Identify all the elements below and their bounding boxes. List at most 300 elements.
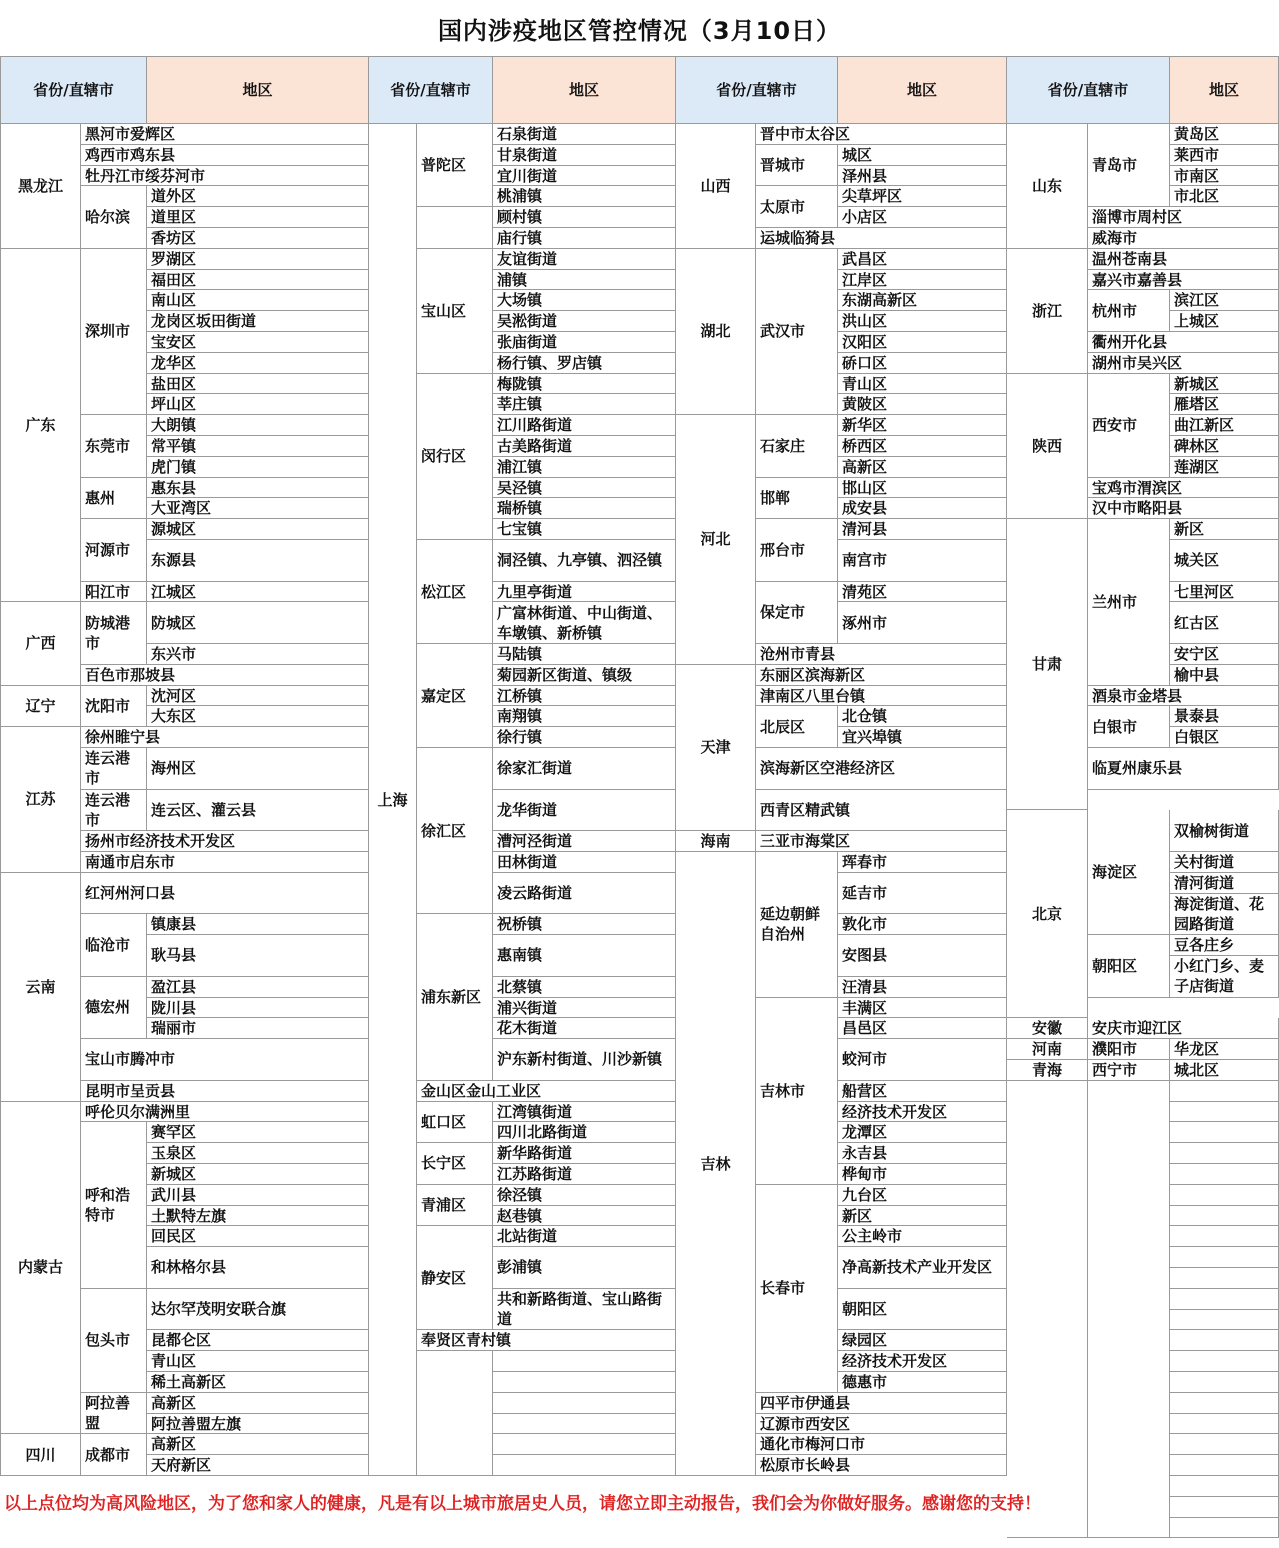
area-cell: 镇康县 <box>147 914 369 935</box>
city-cell: 武汉市 <box>756 249 838 415</box>
area-cell <box>1170 1081 1279 1102</box>
area-cell: 七宝镇 <box>493 519 676 540</box>
area-cell: 罗湖区 <box>147 249 369 270</box>
city-cell: 嘉兴市嘉善县 <box>1088 270 1279 291</box>
area-cell: 陇川县 <box>147 998 369 1019</box>
city-cell: 徐汇区 <box>417 748 493 914</box>
area-cell <box>1170 1268 1279 1289</box>
area-cell: 永吉县 <box>838 1143 1007 1164</box>
province-cell: 天津 <box>676 665 756 831</box>
area-cell: 土默特左旗 <box>147 1206 369 1227</box>
area-cell: 赛罕区 <box>147 1122 369 1143</box>
city-cell: 晋中市太谷区 <box>756 124 1007 145</box>
province-cell: 河北 <box>676 415 756 665</box>
city-cell: 宝鸡市渭滨区 <box>1088 478 1279 499</box>
area-cell: 高新区 <box>147 1434 369 1455</box>
area-cell: 清苑区 <box>838 582 1007 603</box>
city-cell: 石家庄 <box>756 415 838 477</box>
city-cell: 徐州睢宁县 <box>81 727 369 748</box>
area-cell <box>493 1393 676 1414</box>
area-cell: 彭浦镇 <box>493 1247 676 1289</box>
province-cell: 浙江 <box>1007 249 1088 374</box>
city-cell: 扬州市经济技术开发区 <box>81 831 369 852</box>
city-cell: 金山区金山工业区 <box>417 1081 676 1102</box>
city-cell: 嘉定区 <box>417 644 493 748</box>
city-cell: 河源市 <box>81 519 147 581</box>
area-cell: 洞泾镇、九亭镇、泗泾镇 <box>493 540 676 582</box>
area-cell <box>1170 1518 1279 1539</box>
area-cell: 硚口区 <box>838 353 1007 374</box>
area-cell: 华龙区 <box>1170 1039 1279 1060</box>
city-cell: 宝山市腾冲市 <box>81 1039 369 1081</box>
area-cell: 清河县 <box>838 519 1007 540</box>
area-cell: 青山区 <box>838 374 1007 395</box>
area-cell <box>1170 1372 1279 1393</box>
area-cell: 北仓镇 <box>838 706 1007 727</box>
area-cell: 玉泉区 <box>147 1143 369 1164</box>
city-cell: 晋城市 <box>756 145 838 187</box>
area-cell: 阿拉善盟左旗 <box>147 1414 369 1435</box>
area-cell: 虎门镇 <box>147 457 369 478</box>
city-cell: 连云港市 <box>81 748 147 790</box>
city-cell: 延边朝鲜自治州 <box>756 852 838 998</box>
area-cell: 龙华街道 <box>493 790 676 832</box>
area-cell: 南山区 <box>147 290 369 311</box>
area-cell: 宝安区 <box>147 332 369 353</box>
city-cell: 海淀区 <box>1088 810 1170 935</box>
area-cell: 黄陂区 <box>838 394 1007 415</box>
area-cell: 田林街道 <box>493 852 676 873</box>
area-cell: 徐行镇 <box>493 727 676 748</box>
area-cell: 盐田区 <box>147 374 369 395</box>
area-cell: 城北区 <box>1170 1060 1279 1081</box>
area-cell <box>1170 1206 1279 1227</box>
area-cell: 安宁区 <box>1170 644 1279 665</box>
area-cell: 祝桥镇 <box>493 914 676 935</box>
area-cell: 九台区 <box>838 1185 1007 1206</box>
area-cell: 洪山区 <box>838 311 1007 332</box>
area-cell: 黄岛区 <box>1170 124 1279 145</box>
city-cell: 鸡西市鸡东县 <box>81 145 369 166</box>
area-cell: 泽州县 <box>838 166 1007 187</box>
area-cell: 达尔罕茂明安联合旗 <box>147 1289 369 1331</box>
city-cell: 安庆市迎江区 <box>1088 1018 1279 1039</box>
area-cell <box>493 1434 676 1455</box>
area-cell: 宜川街道 <box>493 166 676 187</box>
area-cell: 大场镇 <box>493 290 676 311</box>
province-cell: 辽宁 <box>0 686 81 728</box>
city-cell: 深圳市 <box>81 249 147 415</box>
area-cell: 邯山区 <box>838 478 1007 499</box>
city-cell: 杭州市 <box>1088 290 1170 332</box>
city-cell: 闵行区 <box>417 374 493 540</box>
city-cell: 酒泉市金塔县 <box>1088 686 1279 707</box>
area-cell <box>493 1414 676 1435</box>
city-cell: 连云港市 <box>81 790 147 832</box>
city-cell: 三亚市海棠区 <box>756 831 1007 852</box>
city-cell: 哈尔滨 <box>81 186 147 248</box>
city-cell: 南通市启东市 <box>81 852 369 873</box>
city-cell: 成都市 <box>81 1434 147 1476</box>
header-province: 省份/直辖市 <box>676 56 838 124</box>
area-cell: 珲春市 <box>838 852 1007 873</box>
area-cell <box>1170 1330 1279 1351</box>
province-cell: 吉林 <box>676 852 756 1476</box>
area-cell: 海州区 <box>147 748 369 790</box>
area-cell: 红古区 <box>1170 602 1279 644</box>
area-cell: 七里河区 <box>1170 582 1279 603</box>
area-cell: 汉阳区 <box>838 332 1007 353</box>
area-cell: 友谊街道 <box>493 249 676 270</box>
area-cell: 龙岗区坂田街道 <box>147 311 369 332</box>
city-cell: 临沧市 <box>81 914 147 976</box>
city-cell: 松原市长岭县 <box>756 1455 1007 1476</box>
province-cell: 河南 <box>1007 1039 1088 1060</box>
area-cell: 南宫市 <box>838 540 1007 582</box>
area-cell: 朝阳区 <box>838 1289 1007 1331</box>
city-cell: 长宁区 <box>417 1143 493 1185</box>
area-cell: 双榆树街道 <box>1170 810 1279 852</box>
area-cell: 江岸区 <box>838 270 1007 291</box>
area-cell: 江城区 <box>147 582 369 603</box>
area-cell: 市南区 <box>1170 166 1279 187</box>
city-cell: 西安市 <box>1088 374 1170 478</box>
area-cell: 碑林区 <box>1170 436 1279 457</box>
area-cell <box>1170 1414 1279 1435</box>
area-cell: 顾村镇 <box>493 207 676 228</box>
area-cell: 马陆镇 <box>493 644 676 665</box>
area-cell: 敦化市 <box>838 914 1007 935</box>
area-cell: 市北区 <box>1170 186 1279 207</box>
city-cell <box>417 1351 493 1476</box>
area-cell: 大亚湾区 <box>147 498 369 519</box>
city-cell: 衢州开化县 <box>1088 332 1279 353</box>
area-cell: 梅陇镇 <box>493 374 676 395</box>
area-cell: 经济技术开发区 <box>838 1102 1007 1123</box>
area-cell: 雁塔区 <box>1170 394 1279 415</box>
city-cell: 临夏州康乐县 <box>1088 748 1279 790</box>
city-cell: 北辰区 <box>756 706 838 748</box>
area-cell: 蛟河市 <box>838 1039 1007 1081</box>
area-cell <box>1170 1393 1279 1414</box>
area-cell: 徐家汇街道 <box>493 748 676 790</box>
city-cell: 沈阳市 <box>81 686 147 728</box>
area-cell: 关村街道 <box>1170 852 1279 873</box>
province-cell: 安徽 <box>1007 1018 1088 1039</box>
area-cell: 四川北路街道 <box>493 1122 676 1143</box>
area-cell: 浦江镇 <box>493 457 676 478</box>
area-cell: 武昌区 <box>838 249 1007 270</box>
area-cell: 德惠市 <box>838 1372 1007 1393</box>
area-cell: 北蔡镇 <box>493 977 676 998</box>
city-cell: 包头市 <box>81 1289 147 1393</box>
area-cell <box>493 1455 676 1476</box>
city-cell: 辽源市西安区 <box>756 1414 1007 1435</box>
area-cell <box>493 1372 676 1393</box>
area-cell: 徐泾镇 <box>493 1185 676 1206</box>
area-cell: 江苏路街道 <box>493 1164 676 1185</box>
area-cell: 甘泉街道 <box>493 145 676 166</box>
city-cell: 湖州市吴兴区 <box>1088 353 1279 374</box>
city-cell: 濮阳市 <box>1088 1039 1170 1060</box>
area-cell: 东源县 <box>147 540 369 582</box>
area-cell: 曲江新区 <box>1170 415 1279 436</box>
area-cell: 净高新技术产业开发区 <box>838 1247 1007 1289</box>
area-cell: 福田区 <box>147 270 369 291</box>
area-cell: 桃浦镇 <box>493 186 676 207</box>
area-cell: 昌邑区 <box>838 1018 1007 1039</box>
area-cell: 尖草坪区 <box>838 186 1007 207</box>
area-cell: 清河街道 <box>1170 873 1279 894</box>
area-cell: 北站街道 <box>493 1226 676 1247</box>
area-cell: 江川路街道 <box>493 415 676 436</box>
city-cell: 昆明市呈贡县 <box>81 1081 369 1102</box>
city-cell: 白银市 <box>1088 706 1170 748</box>
area-cell: 庙行镇 <box>493 228 676 249</box>
area-cell: 和林格尔县 <box>147 1247 369 1289</box>
area-cell: 公主岭市 <box>838 1226 1007 1247</box>
city-cell: 松江区 <box>417 540 493 644</box>
city-cell: 吉林市 <box>756 998 838 1185</box>
footer-notice: 以上点位均为高风险地区，为了您和家人的健康，凡是有以上城市旅居史人员，请您立即主动报告，我们会为你做好服务。感谢您的支持！ <box>4 1494 1041 1514</box>
area-cell: 小店区 <box>838 207 1007 228</box>
city-cell: 百色市那坡县 <box>81 665 369 686</box>
header-area: 地区 <box>147 56 369 124</box>
city-cell: 威海市 <box>1088 228 1279 249</box>
city-cell: 奉贤区青村镇 <box>417 1330 676 1351</box>
area-cell: 莘庄镇 <box>493 394 676 415</box>
area-cell: 新城区 <box>147 1164 369 1185</box>
area-cell: 耿马县 <box>147 935 369 977</box>
area-cell: 浦兴街道 <box>493 998 676 1019</box>
city-cell: 西青区精武镇 <box>756 790 1007 832</box>
area-cell: 天府新区 <box>147 1455 369 1476</box>
area-cell: 新区 <box>1170 519 1279 540</box>
area-cell <box>1170 1351 1279 1372</box>
city-cell: 防城港市 <box>81 602 147 664</box>
area-cell: 武川县 <box>147 1185 369 1206</box>
city-cell: 阿拉善盟 <box>81 1393 147 1435</box>
province-cell: 山东 <box>1007 124 1088 249</box>
city-cell: 虹口区 <box>417 1102 493 1144</box>
city-cell: 东丽区滨海新区 <box>756 665 1007 686</box>
city-cell: 通化市梅河口市 <box>756 1434 1007 1455</box>
area-cell: 菊园新区街道、镇级 <box>493 665 676 686</box>
city-cell: 太原市 <box>756 186 838 228</box>
city-cell: 德宏州 <box>81 977 147 1039</box>
area-cell: 稀土高新区 <box>147 1372 369 1393</box>
area-cell: 连云区、灌云县 <box>147 790 369 832</box>
city-cell <box>417 207 493 249</box>
city-cell: 静安区 <box>417 1226 493 1330</box>
area-cell <box>1170 1310 1279 1331</box>
area-cell: 绿园区 <box>838 1330 1007 1351</box>
area-cell: 吴泾镇 <box>493 478 676 499</box>
area-cell: 南翔镇 <box>493 706 676 727</box>
area-cell: 滨江区 <box>1170 290 1279 311</box>
province-cell: 内蒙古 <box>0 1102 81 1435</box>
area-cell: 桥西区 <box>838 436 1007 457</box>
city-cell: 津南区八里台镇 <box>756 686 1007 707</box>
area-cell: 共和新路街道、宝山路街道 <box>493 1289 676 1331</box>
area-cell <box>1170 1122 1279 1143</box>
province-cell: 云南 <box>0 873 81 1102</box>
province-cell: 海南 <box>676 831 756 852</box>
area-cell: 莱西市 <box>1170 145 1279 166</box>
area-cell: 延吉市 <box>838 873 1007 915</box>
header-area: 地区 <box>838 56 1007 124</box>
area-cell: 浦镇 <box>493 270 676 291</box>
province-cell: 山西 <box>676 124 756 249</box>
city-cell: 惠州 <box>81 478 147 520</box>
province-cell: 甘肃 <box>1007 519 1088 810</box>
area-cell: 莲湖区 <box>1170 457 1279 478</box>
page-title: 国内涉疫地区管控情况（3月10日） <box>437 16 842 45</box>
city-cell: 邢台市 <box>756 519 838 581</box>
province-cell: 北京 <box>1007 810 1088 1018</box>
area-cell: 张庙街道 <box>493 332 676 353</box>
city-cell: 沧州市青县 <box>756 644 1007 665</box>
city-cell: 东莞市 <box>81 415 147 477</box>
area-cell: 瑞桥镇 <box>493 498 676 519</box>
province-cell <box>1007 1081 1088 1539</box>
area-cell: 江湾镇街道 <box>493 1102 676 1123</box>
header-province: 省份/直辖市 <box>0 56 147 124</box>
area-cell: 昆都仑区 <box>147 1330 369 1351</box>
area-cell: 惠东县 <box>147 478 369 499</box>
province-cell: 湖北 <box>676 249 756 415</box>
area-cell: 城区 <box>838 145 1007 166</box>
area-cell: 成安县 <box>838 498 1007 519</box>
city-cell: 浦东新区 <box>417 914 493 1080</box>
area-cell <box>1170 1164 1279 1185</box>
city-cell: 朝阳区 <box>1088 935 1170 997</box>
city-cell: 红河州河口县 <box>81 873 369 915</box>
city-cell: 淄博市周村区 <box>1088 207 1279 228</box>
city-cell: 邯郸 <box>756 478 838 520</box>
area-cell: 广富林街道、中山街道、车墩镇、新桥镇 <box>493 602 676 644</box>
area-cell: 石泉街道 <box>493 124 676 145</box>
city-cell: 保定市 <box>756 582 838 644</box>
area-cell: 涿州市 <box>838 602 1007 644</box>
area-cell: 丰满区 <box>838 998 1007 1019</box>
province-cell: 上海 <box>369 124 417 1476</box>
area-cell: 龙潭区 <box>838 1122 1007 1143</box>
area-cell: 九里亭街道 <box>493 582 676 603</box>
area-cell: 江桥镇 <box>493 686 676 707</box>
area-cell <box>1170 1289 1279 1310</box>
area-cell: 沪东新村街道、川沙新镇 <box>493 1039 676 1081</box>
area-cell: 赵巷镇 <box>493 1206 676 1227</box>
area-cell: 汪清县 <box>838 977 1007 998</box>
area-cell: 海淀街道、花园路街道 <box>1170 894 1279 936</box>
area-cell: 新华路街道 <box>493 1143 676 1164</box>
area-cell <box>1170 1102 1279 1123</box>
city-cell: 宝山区 <box>417 249 493 374</box>
area-cell: 高新区 <box>147 1393 369 1414</box>
city-cell: 温州苍南县 <box>1088 249 1279 270</box>
area-cell: 小红门乡、麦子店街道 <box>1170 956 1279 998</box>
header-area: 地区 <box>1170 56 1279 124</box>
province-cell: 四川 <box>0 1434 81 1476</box>
area-cell <box>493 1351 676 1372</box>
area-cell: 古美路街道 <box>493 436 676 457</box>
province-cell: 广西 <box>0 602 81 685</box>
area-cell: 盈江县 <box>147 977 369 998</box>
city-cell: 西宁市 <box>1088 1060 1170 1081</box>
city-cell: 呼和浩特市 <box>81 1122 147 1288</box>
area-cell: 大东区 <box>147 706 369 727</box>
area-cell: 榆中县 <box>1170 665 1279 686</box>
province-cell: 江苏 <box>0 727 81 873</box>
city-cell: 阳江市 <box>81 582 147 603</box>
area-cell: 防城区 <box>147 602 369 644</box>
area-cell: 经济技术开发区 <box>838 1351 1007 1372</box>
area-cell: 新城区 <box>1170 374 1279 395</box>
area-cell: 新华区 <box>838 415 1007 436</box>
area-cell <box>1170 1226 1279 1247</box>
province-cell: 青海 <box>1007 1060 1088 1081</box>
city-cell: 青浦区 <box>417 1185 493 1227</box>
city-cell: 青岛市 <box>1088 124 1170 207</box>
area-cell: 上城区 <box>1170 311 1279 332</box>
area-cell: 宜兴埠镇 <box>838 727 1007 748</box>
city-cell: 长春市 <box>756 1185 838 1393</box>
area-cell: 沈河区 <box>147 686 369 707</box>
area-cell: 坪山区 <box>147 394 369 415</box>
area-cell: 源城区 <box>147 519 369 540</box>
area-cell <box>1170 1185 1279 1206</box>
header-province: 省份/直辖市 <box>369 56 493 124</box>
area-cell <box>1170 1247 1279 1268</box>
city-cell: 牡丹江市绥芬河市 <box>81 166 369 187</box>
area-cell <box>1170 1455 1279 1476</box>
area-cell: 道外区 <box>147 186 369 207</box>
area-cell: 白银区 <box>1170 727 1279 748</box>
area-cell: 豆各庄乡 <box>1170 935 1279 956</box>
city-cell: 兰州市 <box>1088 519 1170 685</box>
area-cell: 高新区 <box>838 457 1007 478</box>
city-cell: 呼伦贝尔满洲里 <box>81 1102 369 1123</box>
province-cell: 陕西 <box>1007 374 1088 520</box>
area-cell: 大朗镇 <box>147 415 369 436</box>
province-cell: 广东 <box>0 249 81 603</box>
city-cell: 黑河市爱辉区 <box>81 124 369 145</box>
area-cell: 惠南镇 <box>493 935 676 977</box>
city-cell: 普陀区 <box>417 124 493 207</box>
area-cell: 龙华区 <box>147 353 369 374</box>
area-cell: 吴淞街道 <box>493 311 676 332</box>
area-cell: 常平镇 <box>147 436 369 457</box>
area-cell: 青山区 <box>147 1351 369 1372</box>
area-cell: 凌云路街道 <box>493 873 676 915</box>
header-province: 省份/直辖市 <box>1007 56 1170 124</box>
area-cell: 瑞丽市 <box>147 1018 369 1039</box>
city-cell: 滨海新区空港经济区 <box>756 748 1007 790</box>
area-cell: 城关区 <box>1170 540 1279 582</box>
area-cell: 香坊区 <box>147 228 369 249</box>
area-cell: 杨行镇、罗店镇 <box>493 353 676 374</box>
area-cell: 桦甸市 <box>838 1164 1007 1185</box>
province-cell: 黑龙江 <box>0 124 81 249</box>
area-cell <box>1170 1143 1279 1164</box>
area-cell <box>1170 1434 1279 1455</box>
city-cell <box>1088 1081 1170 1539</box>
area-cell: 景泰县 <box>1170 706 1279 727</box>
area-cell: 花木街道 <box>493 1018 676 1039</box>
city-cell: 运城临猗县 <box>756 228 1007 249</box>
area-cell: 安图县 <box>838 935 1007 977</box>
